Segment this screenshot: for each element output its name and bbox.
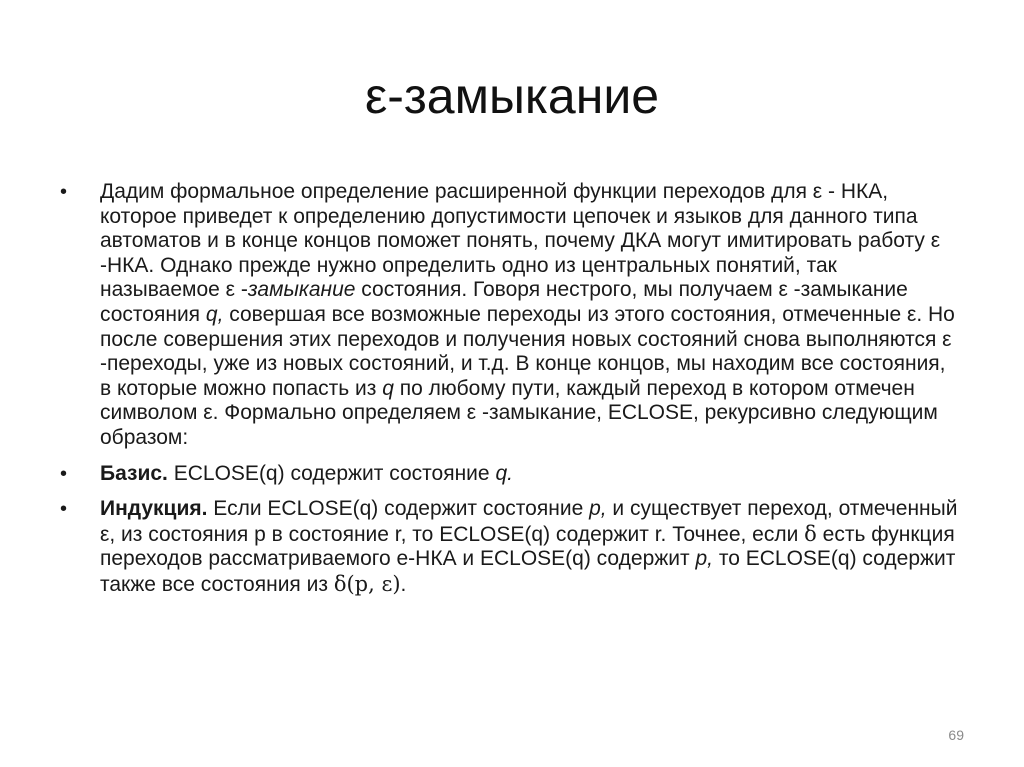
bullet-induction bbox=[72, 497, 962, 597]
bullet-text: есть функция переходов рассматриваемого е-НКА и ECLOSE(q) содержит bbox=[100, 522, 955, 571]
slide-title: ε-замыкание bbox=[364, 68, 660, 124]
bullet-label: Базис. bbox=[100, 461, 168, 485]
bullet-text: то ECLOSE(q) содержит также все состояния из bbox=[100, 547, 956, 596]
bullet-italic: q, bbox=[205, 302, 224, 326]
page-number: 69 bbox=[948, 727, 964, 743]
bullet-italic: замыкание bbox=[247, 278, 356, 302]
bullet-text: ECLOSE(q) содержит состояние bbox=[167, 461, 496, 485]
bullet-text: по любому пути, каждый переход в котором отмечен символом ε. Формально определяем ε -замыкание, ECLOSE, рекурсивно следующим образом: bbox=[100, 376, 938, 449]
bullet-text: и существует переход, отмеченный ε, из состояния p в состояние r, то ECLOSE(q) содержит r. Точнее, если bbox=[100, 497, 958, 546]
bullet-text: Дадим формальное определение расширенной функции переходов для ε - НКА, которое приведет к определению допустимости цепочек и языков для данного типа автоматов и в конце концов поможет понять, почему ДКА могут имитировать работу ε -НКА. Однако прежде нужно определить одно из центральных понятий, так называемое ε - bbox=[100, 180, 941, 302]
bullet-italic: q. bbox=[495, 461, 513, 485]
delta-expression: δ(p, ε) bbox=[333, 571, 401, 596]
bullet-text: состояния. Говоря нестрого, мы получаем ε -замыкание состояния bbox=[100, 278, 908, 326]
bullet-italic: p, bbox=[695, 547, 713, 571]
bullet-text: совершая все возможные переходы из этого состояния, отмеченные ε. Но после совершения этих переходов и получения новых состояний снова выполняются ε -переходы, уже из новых состояний, и т.д. В конце концов, мы находим все состояния, в которые можно попасть из bbox=[100, 302, 955, 400]
bullet-italic: q bbox=[382, 376, 394, 400]
bullet-text: . bbox=[400, 572, 407, 596]
bullet-text: Если ECLOSE(q) содержит состояние bbox=[207, 497, 590, 521]
slide-body bbox=[72, 180, 962, 609]
bullet-italic: p, bbox=[589, 497, 607, 521]
bullet-label: Индукция. bbox=[100, 497, 208, 521]
delta-symbol: δ bbox=[804, 521, 817, 546]
bullet-definition bbox=[72, 180, 962, 451]
bullet-basis bbox=[72, 462, 962, 487]
